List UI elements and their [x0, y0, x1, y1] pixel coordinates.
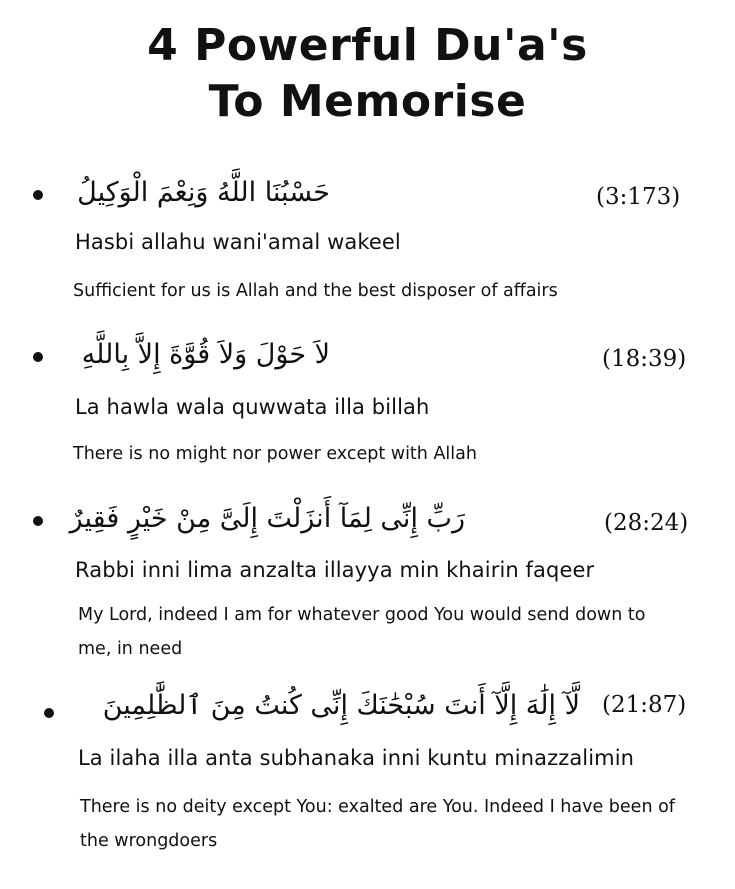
dua-reference: (18:39): [602, 346, 687, 372]
bullet-icon: [33, 516, 43, 526]
page-title-line-2: To Memorise: [208, 76, 527, 127]
dua-meaning: There is no deity except You: exalted are You. Indeed I have been of the wrongdoers: [80, 797, 675, 851]
dua-meaning: Sufficient for us is Allah and the best disposer of affairs: [73, 281, 558, 301]
dua-reference: (21:87): [602, 692, 687, 718]
page-title-line-1: 4 Powerful Du'a's: [147, 20, 588, 71]
bullet-icon: [33, 352, 43, 362]
dua-transliteration: La hawla wala quwwata illa billah: [75, 395, 430, 419]
dua-meaning: My Lord, indeed I am for whatever good You would send down to me, in need: [78, 605, 646, 659]
dua-meaning: There is no might nor power except with Allah: [73, 444, 477, 464]
dua-arabic: رَبِّ إِنِّى لِمَآ أَنزَلْتَ إِلَىَّ مِنْ خَيْرٍ فَقِيرٌ: [69, 503, 465, 534]
dua-reference: (3:173): [596, 184, 681, 210]
dua-transliteration: La ilaha illa anta subhanaka inni kuntu minazzalimin: [78, 746, 635, 770]
dua-arabic: لاَ حَوْلَ وَلاَ قُوَّةَ إِلاَّ بِاللَّهِ: [81, 339, 330, 370]
bullet-icon: [33, 190, 43, 200]
dua-arabic: لَّآ إِلَٰهَ إِلَّآ أَنتَ سُبْحَٰنَكَ إِنِّى كُنتُ مِنَ ٱلظَّٰلِمِينَ: [102, 690, 580, 721]
dua-reference: (28:24): [604, 510, 689, 536]
bullet-icon: [44, 708, 54, 718]
dua-arabic: حَسْبُنَا اللَّهُ وَنِعْمَ الْوَكِيلُ: [77, 177, 330, 208]
dua-transliteration: Hasbi allahu wani'amal wakeel: [75, 230, 401, 254]
dua-transliteration: Rabbi inni lima anzalta illayya min khairin faqeer: [75, 558, 595, 582]
